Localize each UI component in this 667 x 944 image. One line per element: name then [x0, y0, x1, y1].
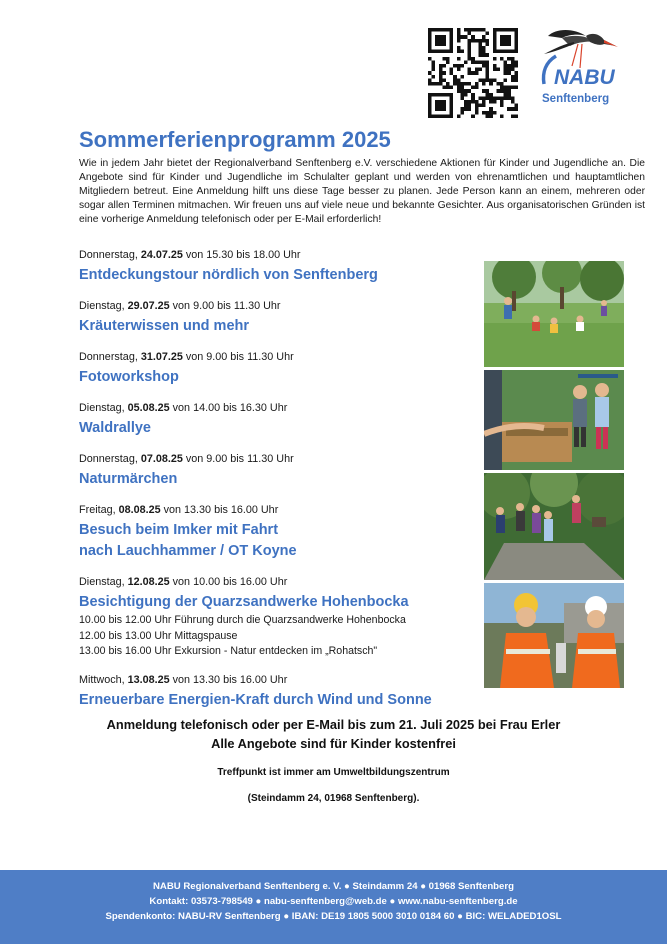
page-title: Sommerferienprogramm 2025 [79, 127, 391, 152]
photo-beekeeper-children [484, 370, 624, 470]
event-item [79, 575, 479, 660]
event-title: Kräuterwissen und mehr [79, 318, 250, 334]
meeting-point: Treffpunkt ist immer am Umweltbildungszentrum [217, 767, 450, 778]
event-detail: 13.00 bis 16.00 Uhr Exkursion - Natur entdecken im „Rohatsch" [79, 645, 378, 657]
event-date: Donnerstag, 07.08.25 von 9.00 bis 11.30 Uhr [79, 453, 294, 465]
footer-address: NABU Regionalverband Senftenberg e. V. ● Steindamm 24 ● 01968 Senftenberg [153, 881, 514, 892]
photo-quarry-workers [484, 583, 624, 688]
event-title-line: Besuch beim Imker mit Fahrt [79, 522, 279, 538]
event-title [79, 520, 479, 562]
event-title: Waldrallye [79, 420, 151, 436]
nabu-stork-logo [534, 22, 642, 110]
event-date: Dienstag, 12.08.25 von 10.00 bis 16.00 Uhr [79, 576, 288, 588]
free-offer-note: Alle Angebote sind für Kinder kostenfrei [211, 736, 456, 751]
photo-park-group [484, 261, 624, 367]
event-item [79, 452, 479, 490]
event-item [79, 401, 479, 439]
event-title-line: nach Lauchhammer / OT Koyne [79, 543, 297, 559]
event-date: Donnerstag, 24.07.25 von 15.30 bis 18.00 Uhr [79, 249, 301, 261]
registration-info: Anmeldung telefonisch oder per E-Mail bis zum 21. Juli 2025 bei Frau Erler [106, 717, 561, 732]
event-title: Erneuerbare Energien-Kraft durch Wind und Sonne [79, 691, 432, 708]
event-detail: 12.00 bis 13.00 Uhr Mittagspause [79, 629, 238, 642]
event-title: Entdeckungstour nördlich von Senftenberg [79, 267, 378, 283]
logo-location-text: Senftenberg [542, 93, 610, 105]
event-date: Mittwoch, 13.08.25 von 13.30 bis 16.00 Uhr [79, 673, 288, 686]
event-date: Dienstag, 29.07.25 von 9.00 bis 11.30 Uhr [79, 300, 281, 312]
footer [0, 870, 667, 944]
meeting-address: (Steindamm 24, 01968 Senftenberg). [247, 793, 420, 804]
event-item [79, 503, 479, 562]
qr-code [428, 28, 518, 118]
footer-bank: Spendenkonto: NABU-RV Senftenberg ● IBAN: DE19 1805 5000 3010 0184 60 ● BIC: WELADED1OSL [105, 911, 562, 922]
event-item [79, 299, 479, 337]
event-title: Fotoworkshop [79, 369, 179, 385]
event-title: Naturmärchen [79, 471, 178, 487]
event-item [79, 350, 479, 388]
logo-brand-text: NABU [554, 66, 615, 89]
event-item [79, 248, 479, 286]
photo-forest-walk [484, 473, 624, 580]
event-date: Freitag, 08.08.25 von 13.30 bis 16.00 Uhr [79, 504, 279, 516]
event-list [79, 248, 479, 711]
event-date: Donnerstag, 31.07.25 von 9.00 bis 11.30 Uhr [79, 351, 294, 363]
event-item [79, 673, 479, 711]
footer-contact: Kontakt: 03573-798549 ● nabu-senftenberg@web.de ● www.nabu-senftenberg.de [149, 896, 518, 907]
event-date: Dienstag, 05.08.25 von 14.00 bis 16.30 Uhr [79, 402, 288, 414]
event-detail: 10.00 bis 12.00 Uhr Führung durch die Quarzsandwerke Hohenbocka [79, 614, 406, 626]
event-title: Besichtigung der Quarzsandwerke Hohenbocka [79, 594, 409, 610]
intro-paragraph: Wie in jedem Jahr bietet der Regionalverband Senftenberg e.V. verschiedene Aktionen für Kinder und Jugendliche an. Die Angebote sind für Kinder und Jugendliche im Schulalter geplant und werden von ehrenamtlichen und hauptamtlichen Mitgliedern betreut. Eine Anmeldung hilft uns diese Tage besser zu planen. Jede Person kann an einem, mehreren oder sogar allen Terminen mitmachen. Wir freuen uns auf viele neue und bekannte Gesichter. Aus organisatorischen Gründen ist eine vorherige Anmeldung telefonisch oder per E-Mail erforderlich! [79, 158, 645, 226]
stork-icon [544, 30, 618, 68]
